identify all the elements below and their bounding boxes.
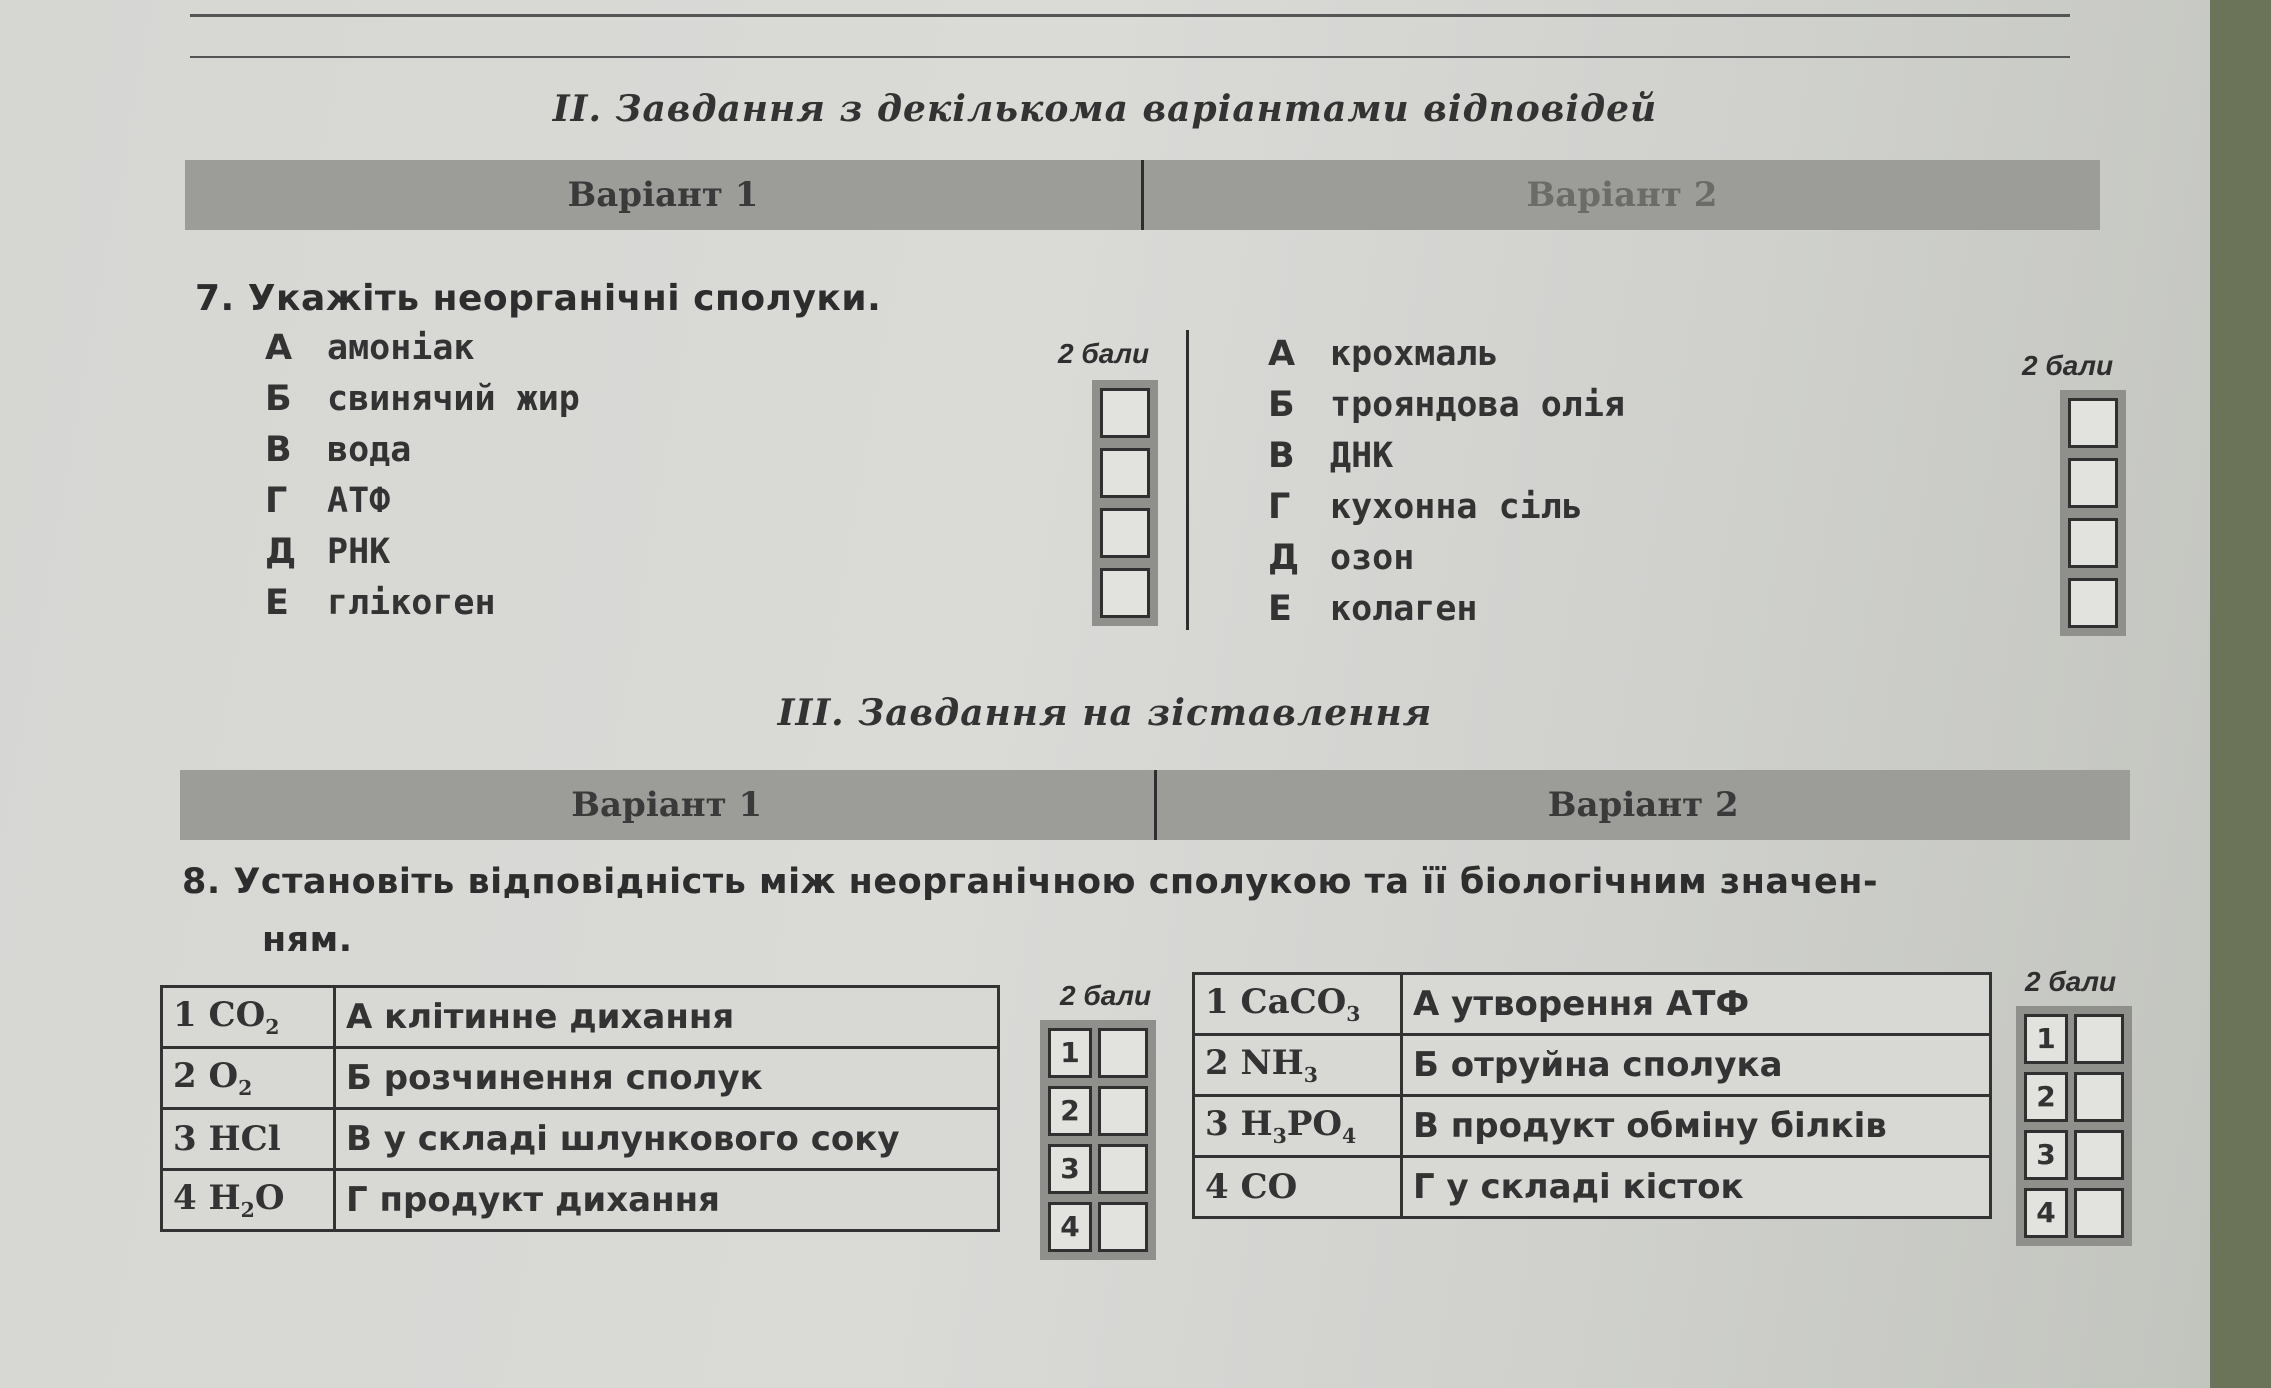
q8-answer-grid-v1: 1 2 3 4 bbox=[1040, 1020, 1156, 1260]
answer-box[interactable] bbox=[1098, 1202, 1148, 1252]
answer-checkbox[interactable] bbox=[1100, 568, 1150, 618]
section-2-title: II. Завдання з декількома варіантами відповідей bbox=[552, 88, 1658, 130]
table-row: 3 $H_3PO_4$ В продукт обміну білків bbox=[1194, 1096, 1991, 1157]
option-row: В вода bbox=[265, 430, 412, 470]
variant-2-label: Варіант 2 bbox=[1526, 175, 1718, 215]
q8-points-v1: 2 бали bbox=[1060, 980, 1152, 1011]
answer-checkbox[interactable] bbox=[2068, 458, 2118, 508]
question-8-line-1: 8. Установіть відповідність між неорганічною сполукою та її біологічним значен- bbox=[182, 862, 1879, 902]
q7-column-divider bbox=[1186, 330, 1189, 630]
variant-2-label: Варіант 2 bbox=[1547, 785, 1739, 825]
table-row: 2 $O_2$ Б розчинення сполук bbox=[162, 1048, 999, 1109]
top-rule-thin bbox=[190, 56, 2070, 58]
q7-points-v2: 2 бали bbox=[2022, 350, 2114, 381]
section-3-title: III. Завдання на зіставлення bbox=[777, 692, 1433, 734]
variant-1-label: Варіант 1 bbox=[571, 785, 763, 825]
answer-box[interactable] bbox=[2074, 1072, 2124, 1122]
table-row: 4 CO Г у складі кісток bbox=[1194, 1157, 1991, 1218]
option-row: Е глікоген bbox=[265, 583, 496, 623]
option-row: А амоніак bbox=[265, 328, 475, 368]
q7-variant-2-options bbox=[1268, 334, 1625, 640]
table-row: 1 $CO_2$ А клітинне дихання bbox=[162, 987, 999, 1048]
option-row: Г АТФ bbox=[265, 481, 391, 521]
table-row: 2 $NH_3$ Б отруйна сполука bbox=[1194, 1035, 1991, 1096]
q7-answer-boxes-v2 bbox=[2060, 390, 2126, 636]
answer-checkbox[interactable] bbox=[2068, 578, 2118, 628]
answer-box[interactable] bbox=[1098, 1086, 1148, 1136]
table-row: 4 $H_2O$ Г продукт дихання bbox=[162, 1170, 999, 1231]
table-row: 3 HCl В у складі шлункового соку bbox=[162, 1109, 999, 1170]
answer-box[interactable] bbox=[1098, 1144, 1148, 1194]
section-2-variant-bar bbox=[185, 160, 2100, 230]
table-row: 1 CaCO$_3$ А утворення АТФ bbox=[1194, 974, 1991, 1035]
q7-answer-boxes-v1 bbox=[1092, 380, 1158, 626]
q8-variant-2-table bbox=[1192, 972, 1992, 1219]
q8-answer-grid-v2: 1 2 3 4 bbox=[2016, 1006, 2132, 1246]
option-row: В ДНК bbox=[1268, 436, 1394, 476]
option-row: А крохмаль bbox=[1268, 334, 1499, 374]
q7-variant-1-options bbox=[265, 328, 580, 634]
answer-checkbox[interactable] bbox=[1100, 448, 1150, 498]
question-7: 7. Укажіть неорганічні сполуки. bbox=[195, 278, 882, 319]
option-row: Д РНК bbox=[265, 532, 391, 572]
question-8-line-2: ням. bbox=[262, 920, 353, 960]
q8-points-v2: 2 бали bbox=[2025, 966, 2117, 997]
option-row: Д озон bbox=[1268, 538, 1415, 578]
q8-variant-1-table bbox=[160, 985, 1000, 1232]
answer-box[interactable] bbox=[2074, 1188, 2124, 1238]
top-rule bbox=[190, 14, 2070, 17]
option-row: Б свинячий жир bbox=[265, 379, 580, 419]
answer-box[interactable] bbox=[2074, 1130, 2124, 1180]
section-3-variant-bar bbox=[180, 770, 2130, 840]
answer-checkbox[interactable] bbox=[2068, 518, 2118, 568]
option-row: Е колаген bbox=[1268, 589, 1478, 629]
option-row: Г кухонна сіль bbox=[1268, 487, 1583, 527]
answer-checkbox[interactable] bbox=[2068, 398, 2118, 448]
variant-1-label: Варіант 1 bbox=[567, 175, 759, 215]
answer-checkbox[interactable] bbox=[1100, 388, 1150, 438]
option-row: Б трояндова олія bbox=[1268, 385, 1626, 425]
q7-points-v1: 2 бали bbox=[1058, 338, 1150, 369]
answer-box[interactable] bbox=[2074, 1014, 2124, 1064]
answer-box[interactable] bbox=[1098, 1028, 1148, 1078]
answer-checkbox[interactable] bbox=[1100, 508, 1150, 558]
